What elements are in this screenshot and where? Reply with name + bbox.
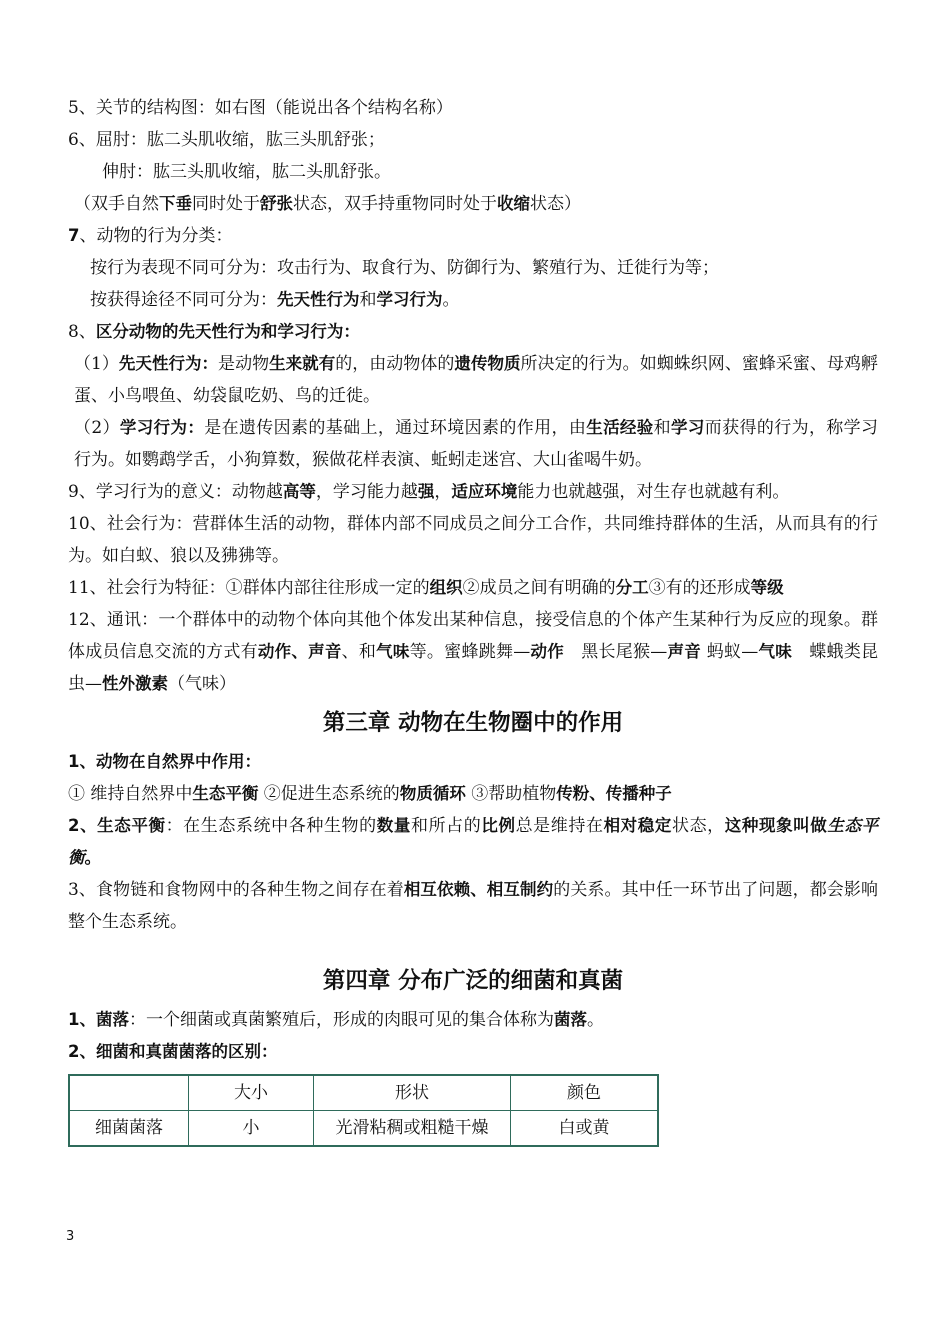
text-line: 7、动物的行为分类： <box>68 226 233 246</box>
text-line: 5、关节的结构图：如右图（能说出各个结构名称） <box>68 98 453 118</box>
paragraph: （2）学习行为：是在遗传因素的基础上，通过环境因素的作用，由生活经验和学习而获得的行为，称学习行为。如鹦鹉学舌，小狗算数，猴做花样表演、蚯蚓走迷宫、大山雀喝牛奶。 <box>74 418 879 470</box>
text-line: 按行为表现不同可分为：攻击行为、取食行为、防御行为、繁殖行为、迁徙行为等； <box>90 258 719 278</box>
page-content <box>68 92 878 1147</box>
table-cell: 颜色 <box>511 1075 659 1111</box>
table-cell: 光滑粘稠或粗糙干燥 <box>314 1111 511 1147</box>
paragraph: 3、食物链和食物网中的各种生物之间存在着相互依赖、相互制约的关系。其中任一环节出了问题，都会影响整个生态系统。 <box>68 880 879 932</box>
paragraph: 10、社会行为：营群体生活的动物，群体内部不同成员之间分工合作，共同维持群体的生活，从而具有的行为。如白蚁、狼以及狒狒等。 <box>68 514 878 566</box>
text-line: ① 维持自然界中生态平衡 ②促进生态系统的物质循环 ③帮助植物传粉、传播种子 <box>68 784 672 804</box>
text-line: （双手自然下垂同时处于舒张状态，双手持重物同时处于收缩状态） <box>74 194 581 214</box>
paragraph: 2、生态平衡：在生态系统中各种生物的数量和所占的比例总是维持在相对稳定状态，这种现象叫做生态平衡。 <box>68 816 879 867</box>
table-header-row <box>69 1075 658 1111</box>
table-cell: 形状 <box>314 1075 511 1111</box>
text-line: 按获得途径不同可分为：先天性行为和学习行为。 <box>90 290 460 310</box>
text-line: 1、菌落：一个细菌或真菌繁殖后，形成的肉眼可见的集合体称为菌落。 <box>68 1010 604 1030</box>
text-line: 伸肘：肱三头肌收缩，肱二头肌舒张。 <box>102 162 391 182</box>
spacer <box>68 938 878 958</box>
section-heading: 2、细菌和真菌菌落的区别： <box>68 1042 278 1061</box>
paragraph: 12、通讯：一个群体中的动物个体向其他个体发出某种信息，接受信息的个体产生某种行为反应的现象。群体成员信息交流的方式有动作、声音、和气味等。蜜蜂跳舞—动作 黑长尾猴—声音 蚂蚁—气味 蝶蛾类昆虫—性外激素（气味） <box>68 610 879 694</box>
chapter-4-title: 第四章 分布广泛的细菌和真菌 <box>322 968 624 994</box>
text-line: 6、屈肘：肱二头肌收缩，肱三头肌舒张； <box>68 130 385 150</box>
table-cell: 大小 <box>189 1075 314 1111</box>
chapter-3-title: 第三章 动物在生物圈中的作用 <box>322 710 624 736</box>
page-number: 3 <box>66 1229 75 1244</box>
table-cell <box>69 1075 189 1111</box>
table-row <box>69 1111 658 1147</box>
section-heading: 8、区分动物的先天性行为和学习行为： <box>68 322 360 342</box>
colony-comparison-table <box>68 1074 659 1147</box>
text-line: 9、学习行为的意义：动物越高等，学习能力越强，适应环境能力也就越强，对生存也就越有利。 <box>68 482 790 502</box>
table-cell: 白或黄 <box>511 1111 659 1147</box>
paragraph: （1）先天性行为：是动物生来就有的，由动物体的遗传物质所决定的行为。如蜘蛛织网、蜜蜂采蜜、母鸡孵蛋、小鸟喂鱼、幼袋鼠吃奶、鸟的迁徙。 <box>74 354 879 406</box>
section-heading: 1、动物在自然界中作用： <box>68 752 261 771</box>
table-cell: 小 <box>189 1111 314 1147</box>
table-cell: 细菌菌落 <box>69 1111 189 1147</box>
paragraph: 11、社会行为特征：①群体内部往往形成一定的组织②成员之间有明确的分工③有的还形成等级 <box>68 578 784 598</box>
